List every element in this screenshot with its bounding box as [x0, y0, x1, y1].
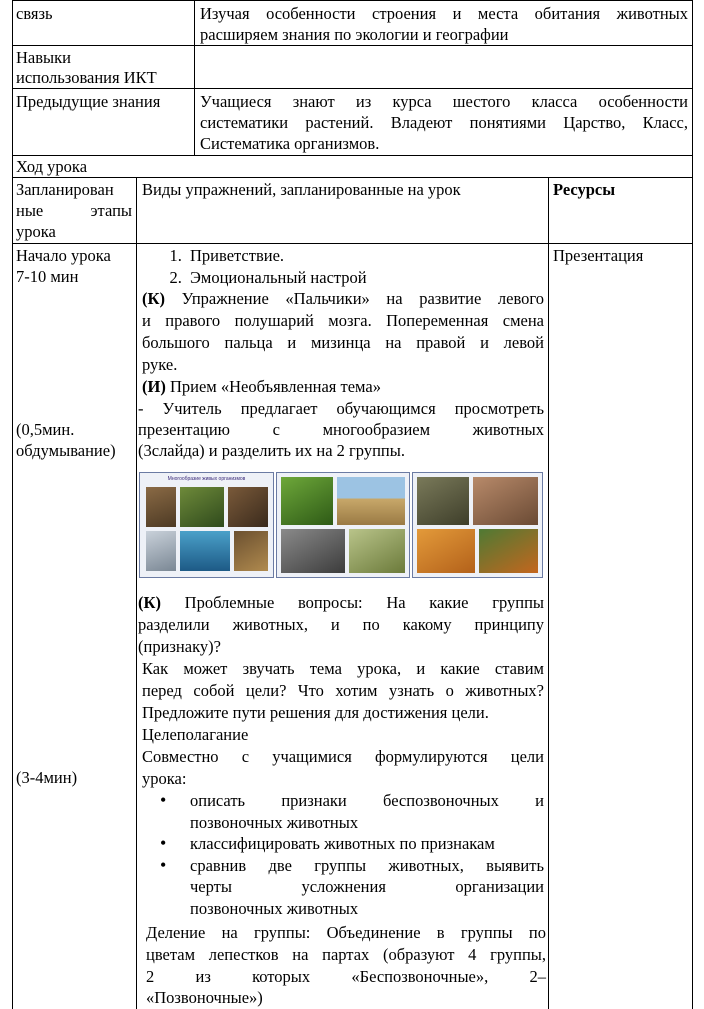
steps-list [142, 245, 544, 288]
goal-item: • классифицировать животных по признакам [186, 833, 544, 855]
snail-image [349, 529, 405, 573]
seagull-image [146, 531, 176, 571]
resource-presentation: Презентация [553, 246, 644, 265]
goals-list [142, 790, 544, 919]
slide-thumbnail-3 [412, 472, 543, 578]
stage-think-line2: обдумывание) [16, 441, 116, 460]
teacher-line1: - Учитель предлагает обучающимся просмотреть [138, 399, 544, 418]
row-content-prev-line2: систематики растений. Владеют понятиями Царство, Класс, [200, 113, 688, 132]
header-stages-line2: ные этапы [16, 201, 132, 220]
bird-image [228, 487, 268, 527]
slide-title: Многообразие живых организмов [167, 476, 246, 482]
row-label-svyaz: связь [16, 4, 53, 23]
k2-text: Проблемные вопросы: На какие группы [184, 593, 544, 612]
k2-line2: разделили животных, и по какому принципу [138, 615, 544, 634]
header-stages-line3: урока [16, 222, 56, 241]
row-content-svyaz-line2: расширяем знания по экологии и географии [200, 25, 509, 44]
stage-goal-time: (3-4мин) [16, 768, 78, 787]
goal-line2: урока: [142, 769, 187, 788]
question-line2: перед собой цели? Что хотим узнать о животных? [142, 681, 544, 700]
caterpillar-image [281, 477, 333, 525]
k1-line3: большого пальца и мизинца на правой и левой [142, 333, 544, 352]
snake-image [281, 529, 345, 573]
goal-item: • сравнив две группы животных, выявить черты усложнения организации позвоночных животных [186, 855, 544, 920]
division-line2: цветам лепестков на партах (образуют 4 группы, [146, 945, 546, 964]
question-line3: Предложите пути решения для достижения цели. [142, 703, 489, 722]
k1-line4: руке. [142, 355, 178, 374]
division-line4: «Позвоночные») [146, 988, 263, 1007]
step-item: 1. Приветствие. [186, 245, 544, 267]
stage-think-line1: (0,5мин. [16, 420, 75, 439]
starfish-image [417, 529, 475, 573]
k2-line1 [138, 592, 544, 614]
slide-thumbnail-2 [276, 472, 410, 578]
fox-image [479, 529, 538, 573]
stage-start-line2: 7-10 мин [16, 267, 79, 286]
row-label-prev: Предыдущие знания [16, 92, 161, 111]
header-stages-line1: Запланирован [16, 180, 114, 199]
division-line3: 2 из которых «Беспозвоночные», 2– [146, 967, 546, 986]
k1-tag: (К) [142, 289, 165, 308]
header-resources: Ресурсы [553, 180, 616, 199]
row-content-svyaz-line1: Изучая особенности строения и места обитания животных [200, 4, 688, 23]
deer-image [180, 487, 224, 527]
row-content-prev-line3: Систематика организмов. [200, 134, 380, 153]
i-text: Прием «Необъявленная тема» [169, 377, 381, 396]
teacher-line2: презентацию с многообразием животных [138, 420, 544, 439]
row-label-ikt-line1: Навыки [16, 48, 71, 67]
division-line1: Деление на группы: Объединение в группы по [146, 923, 546, 942]
toad-image [417, 477, 469, 525]
goal-heading: Целеполагание [142, 725, 249, 744]
stage-start-line1: Начало урока [16, 246, 111, 265]
row-label-ikt-line2: использования ИКТ [16, 68, 157, 87]
slide-thumbnail-1 [139, 472, 274, 578]
k2-tag: (К) [138, 593, 161, 612]
giraffes-image [337, 477, 405, 525]
insect-image [234, 531, 268, 571]
header-exercises: Виды упражнений, запланированные на урок [142, 180, 461, 199]
k1-line2: и правого полушарий мозга. Попеременная смена [142, 311, 544, 330]
k2-line3: (признаку)? [138, 637, 221, 656]
teacher-line3: (3слайда) и разделить их на 2 группы. [138, 441, 405, 460]
goal-item: • описать признаки беспозвоночных и позвоночных животных [186, 790, 544, 833]
k1-line1 [142, 288, 544, 310]
worm-image [473, 477, 538, 525]
step-item: 2. Эмоциональный настрой [186, 267, 544, 289]
question-line1: Как может звучать тема урока, и какие ставим [142, 659, 544, 678]
k1-text: Упражнение «Пальчики» на развитие левого [181, 289, 545, 308]
row-content-prev-line1: Учащиеся знают из курса шестого класса особенности [200, 92, 688, 111]
owl-image [146, 487, 176, 527]
i-line [142, 376, 544, 398]
shark-image [180, 531, 230, 571]
row-label-hod: Ход урока [16, 157, 88, 176]
i-tag: (И) [142, 377, 166, 396]
goal-line1: Совместно с учащимися формулируются цели [142, 747, 544, 766]
